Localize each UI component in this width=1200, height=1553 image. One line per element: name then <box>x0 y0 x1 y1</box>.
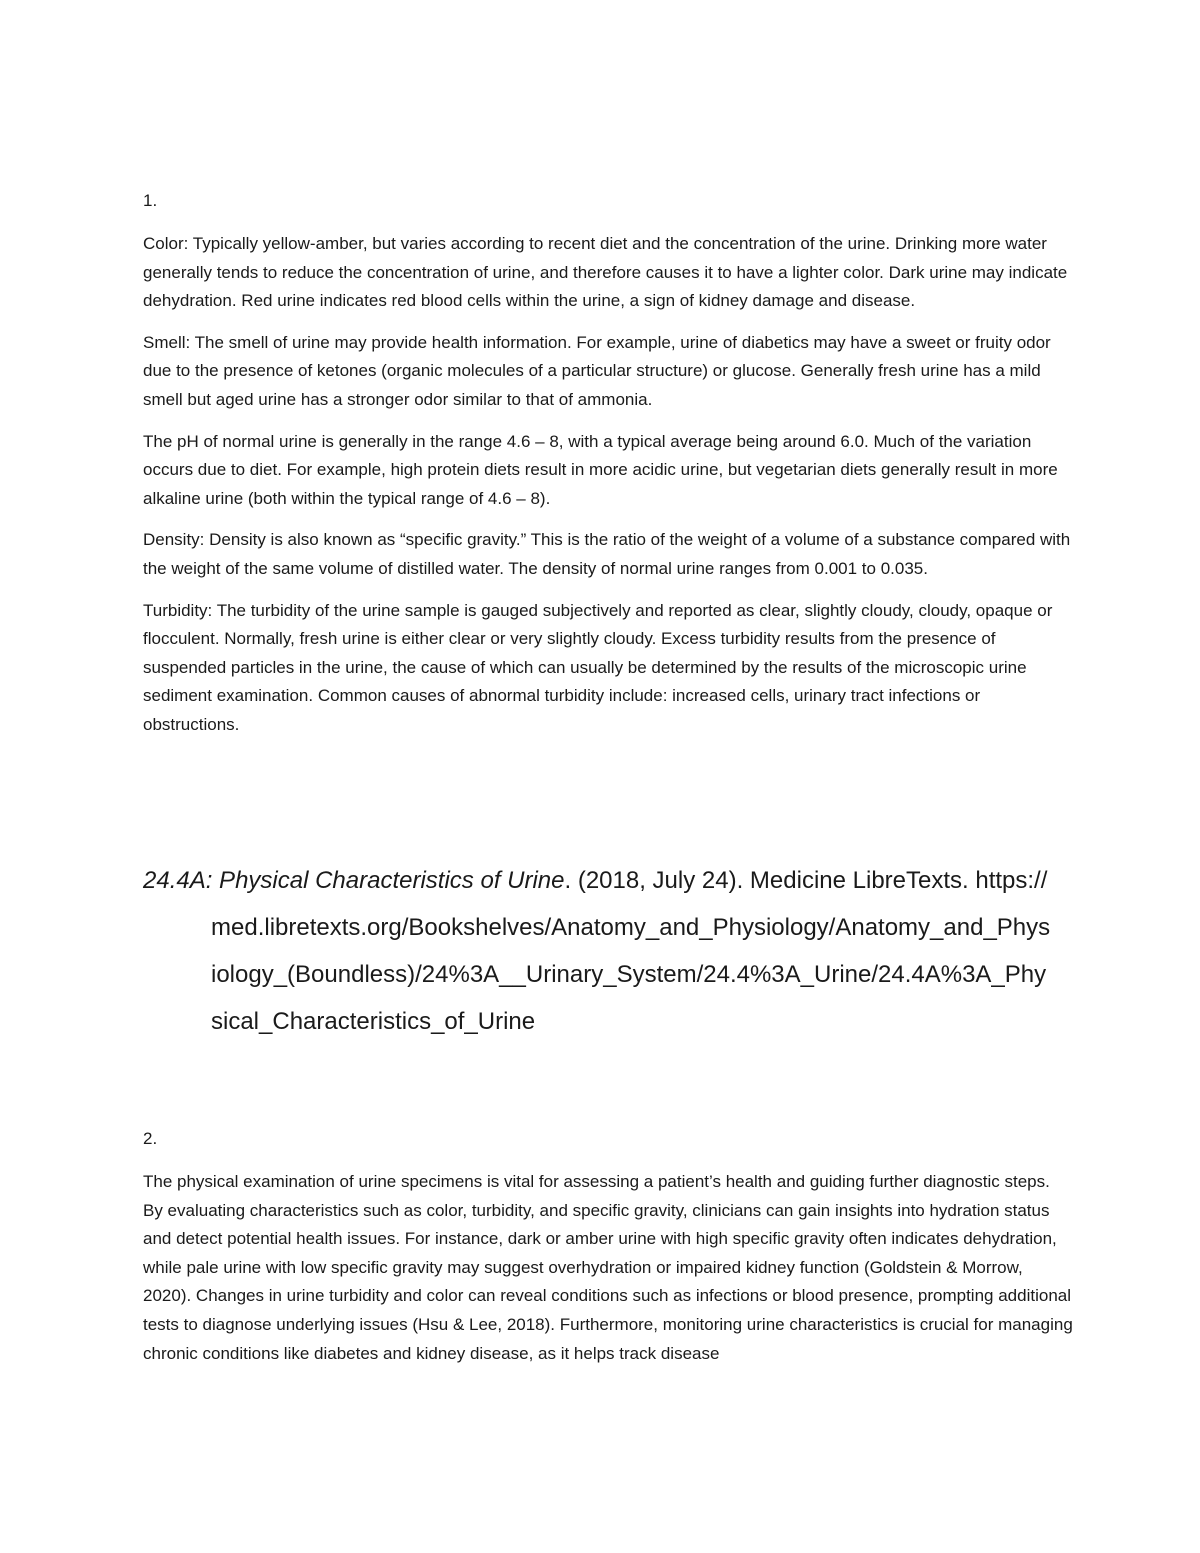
paragraph-physical-examination: The physical examination of urine specimens is vital for assessing a patient’s health and guiding further diagnostic steps. By evaluating characteristics such as color, turbidity, and specific gravity, clinicians can gain insights into hydration status and detect potential health issues. For instance, dark or amber urine with high specific gravity often indicates dehydration, while pale urine with low specific gravity may suggest overhydration or impaired kidney function (Goldstein & Morrow, 2020). Changes in urine turbidity and color can reveal conditions such as infections or blood presence, prompting additional tests to diagnose underlying issues (Hsu & Lee, 2018). Furthermore, monitoring urine characteristics is crucial for managing chronic conditions like diabetes and kidney disease, as it helps track disease <box>143 1172 1073 1363</box>
citation-source: . (2018, July 24). Medicine LibreTexts. https://med.libretexts.org/Bookshelves/Anatomy_and_Physiology/Anatomy_and_Physiology_(Boundless)/24%3A__Urinary_System/24.4%3A_Urine/24.4A%3A_Physical_Characteristics_of_Urine <box>211 867 1051 1035</box>
paragraph-color: Color: Typically yellow-amber, but varies according to recent diet and the concentration of the urine. Drinking more water generally tends to reduce the concentration of urine, and therefore causes it to have a lighter color. Dark urine may indicate dehydration. Red urine indicates red blood cells within the urine, a sign of kidney damage and disease. <box>143 234 1068 311</box>
question-number-1: 1. <box>143 191 158 210</box>
section-1-body <box>143 230 1073 753</box>
citation-title: 24.4A: Physical Characteristics of Urine <box>143 867 565 894</box>
paragraph-density: Density: Density is also known as “specific gravity.” This is the ratio of the weight of a volume of a substance compared with the weight of the same volume of distilled water. The density of normal urine ranges from 0.001 to 0.035. <box>143 530 1071 578</box>
paragraph-turbidity: Turbidity: The turbidity of the urine sample is gauged subjectively and reported as clear, slightly cloudy, cloudy, opaque or flocculent. Normally, fresh urine is either clear or very slightly cloudy. Excess turbidity results from the presence of suspended particles in the urine, the cause of which can usually be determined by the results of the microscopic urine sediment examination. Common causes of abnormal turbidity include: increased cells, urinary tract infections or obstructions. <box>143 600 1053 734</box>
reference-citation <box>143 857 1053 1045</box>
section-1 <box>143 187 1073 216</box>
paragraph-smell: Smell: The smell of urine may provide health information. For example, urine of diabetics may have a sweet or fruity odor due to the presence of ketones (organic molecules of a particular structure) or glucose. Generally fresh urine has a mild smell but aged urine has a stronger odor similar to that of ammonia. <box>143 332 1051 409</box>
section-2 <box>143 1125 1073 1154</box>
paragraph-ph: The pH of normal urine is generally in the range 4.6 – 8, with a typical average being around 6.0. Much of the variation occurs due to diet. For example, high protein diets result in more acidic urine, but vegetarian diets generally result in more alkaline urine (both within the typical range of 4.6 – 8). <box>143 431 1058 508</box>
question-number-2: 2. <box>143 1129 158 1148</box>
section-2-body <box>143 1168 1073 1368</box>
